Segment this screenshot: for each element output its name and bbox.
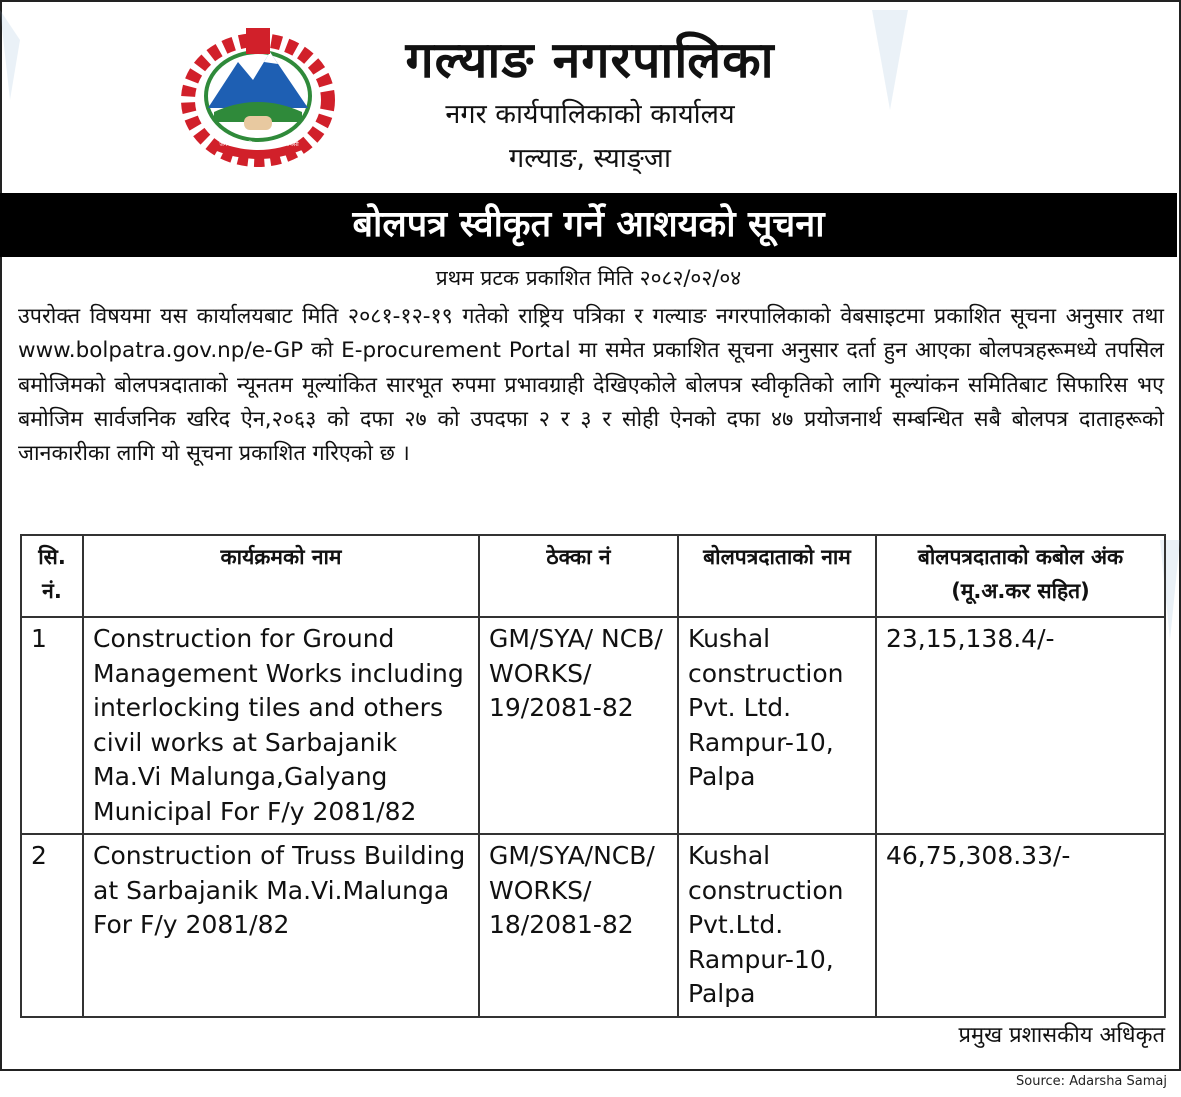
office-name: नगर कार्यपालिकाको कार्यालय [445, 99, 735, 130]
cell-bidder: Kushal construction Pvt.Ltd. Rampur-10, Palpa [678, 834, 876, 1017]
cell-serial: 2 [21, 834, 83, 1017]
header-serial: सि. नं. [21, 535, 83, 617]
cell-program: Construction of Truss Building at Sarbajanik Ma.Vi.Malunga For F/y 2081/82 [83, 834, 479, 1017]
header-program: कार्यक्रमको नाम [83, 535, 479, 617]
cell-amount: 23,15,138.4/- [876, 617, 1165, 834]
cell-program: Construction for Ground Management Works including interlocking tiles and others civil works at Sarbajanik Ma.Vi Malunga,Galyang Municipal For F/y 2081/82 [83, 617, 479, 834]
header-amount: बोलपत्रदाताको कबोल अंक (मू.अ.कर सहित) [876, 535, 1165, 617]
cell-serial: 1 [21, 617, 83, 834]
published-date: प्रथम प्रटक प्रकाशित मिति २०८२/०२/०४ [435, 266, 742, 290]
table-row [21, 834, 1165, 1017]
award-table [20, 534, 1166, 1018]
header-bidder: बोलपत्रदाताको नाम [678, 535, 876, 617]
notice-title: बोलपत्र स्वीकृत गर्ने आशयको सूचना [0, 193, 1177, 257]
table-header-row [21, 535, 1165, 617]
cell-contract-no: GM/SYA/ NCB/ WORKS/ 19/2081-82 [479, 617, 678, 834]
cell-amount: 46,75,308.33/- [876, 834, 1165, 1017]
table-row [21, 617, 1165, 834]
header [0, 0, 1177, 190]
emblem-motto: जननी जन्मभूमिश्च स्वर्गादपि गरीयसी [219, 141, 299, 148]
organization-name: गल्याङ नगरपालिका [405, 31, 775, 89]
office-location: गल्याङ, स्याङ्जा [509, 143, 671, 174]
cell-contract-no: GM/SYA/NCB/ WORKS/ 18/2081-82 [479, 834, 678, 1017]
cell-bidder: Kushal construction Pvt. Ltd. Rampur-10, Palpa [678, 617, 876, 834]
notice-body: उपरोक्त विषयमा यस कार्यालयबाट मिति २०८१-१२-१९ गतेको राष्ट्रिय पत्रिका र गल्याङ नगरपालिकाको वेबसाइटमा प्रकाशित सूचना अनुसार तथा www.bolpatra.gov.np/e-GP को E-procurement Portal मा समेत प्रकाशित सूचना अनुसार दर्ता हुन आएका बोलपत्रहरूमध्ये तपसिल बमोजिमको बोलपत्रदाताको न्यूनतम मूल्यांकित सारभूत रुपमा प्रभावग्राही देखिएकोले बोलपत्र स्वीकृतिको लागि मूल्यांकन समितिबाट सिफारिस भए बमोजिम सार्वजनिक खरिद ऐन,२०६३ को दफा २७ को उपदफा २ र ३ र सोही ऐनको दफा ४७ प्रयोजनार्थ सम्बन्धित सबै बोलपत्र दाताहरूको जानकारीका लागि यो सूचना प्रकाशित गरिएको छ । [18, 304, 1164, 467]
source-credit: Source: Adarsha Samaj [1016, 1074, 1167, 1089]
header-contract-no: ठेक्का नं [479, 535, 678, 617]
signatory: प्रमुख प्रशासकीय अधिकृत [958, 1023, 1165, 1048]
